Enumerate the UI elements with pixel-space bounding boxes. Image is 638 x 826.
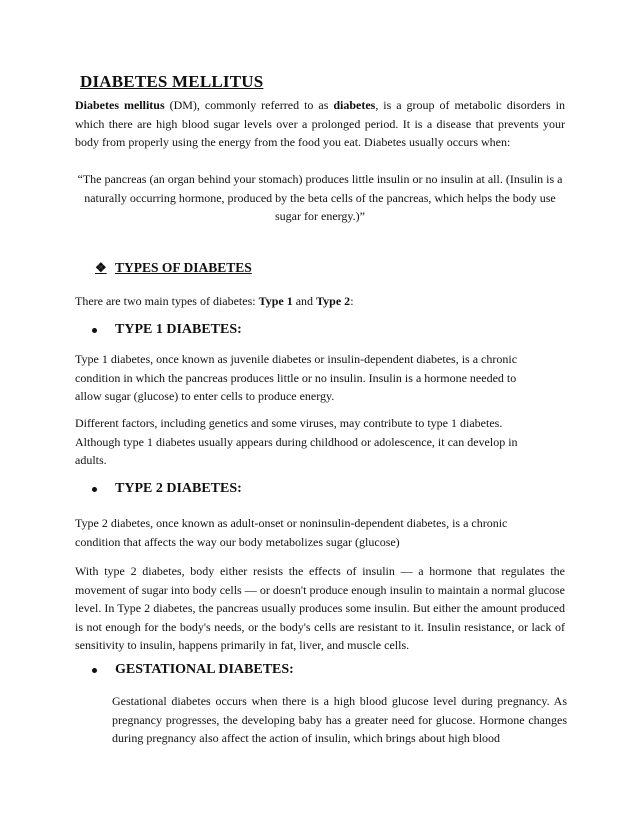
types-heading [95, 260, 252, 276]
term-diabetes-mellitus: Diabetes mellitus [75, 98, 165, 112]
type1-p2-line: Different factors, including genetics and some viruses, may contribute to type 1 diabetes. [75, 416, 503, 430]
types-intro [75, 292, 565, 311]
type2-heading [92, 481, 242, 497]
type2-p1-line: Type 2 diabetes, once known as adult-onset or noninsulin-dependent diabetes, is a chronic [75, 516, 508, 530]
bullet-icon [92, 328, 97, 333]
type2-paragraph-2: With type 2 diabetes, body either resists the effects of insulin — a hormone that regulates the movement of sugar into body cells — or doesn't produce enough insulin to maintain a normal glucose level. In Type 2 diabetes, the pancreas usually produces some insulin. But either the amount produced is not enough for the body's needs, or the body's cells are resistant to it. Insulin resistance, or lack of sensitivity to insulin, happens primarily in fat, liver, and muscle cells. [75, 564, 565, 652]
type2-heading-text: TYPE 2 DIABETES: [115, 481, 242, 496]
gestational-heading [92, 662, 294, 678]
diamond-bullet-icon: ❖ [95, 260, 107, 275]
type1-p1-line: allow sugar (glucose) to enter cells to produce energy. [75, 389, 335, 403]
term-diabetes: diabetes [333, 98, 376, 112]
bullet-icon [92, 487, 97, 492]
type1-paragraph-2 [75, 414, 565, 470]
type1-p1-line: Type 1 diabetes, once known as juvenile diabetes or insulin-dependent diabetes, is a chronic [75, 352, 518, 366]
bullet-icon [92, 668, 97, 673]
gestational-heading-text: GESTATIONAL DIABETES: [115, 662, 294, 677]
type2-p1-line: condition that affects the way our body metabolizes sugar (glucose) [75, 534, 400, 549]
type1-term: Type 1 [258, 294, 293, 308]
types-intro-colon: : [350, 294, 354, 308]
types-heading-text: TYPES OF DIABETES [115, 260, 252, 275]
gestational-paragraph: Gestational diabetes occurs when there is a high blood glucose level during pregnancy. As pregnancy progresses, the developing baby has a greater need for glucose. Hormone changes during pregnancy also affect the action of insulin, which brings about high blood [112, 694, 567, 745]
type1-heading-text: TYPE 1 DIABETES: [115, 322, 242, 337]
intro-paragraph [75, 96, 565, 152]
type1-heading [92, 322, 242, 338]
type1-p2-line: adults. [75, 453, 107, 467]
types-intro-and: and [292, 294, 317, 308]
type2-paragraph-1 [75, 514, 565, 551]
type1-p2-line: Although type 1 diabetes usually appears during childhood or adolescence, it can develop in [75, 434, 518, 449]
insulin-quote: “The pancreas (an organ behind your stomach) produces little insulin or no insulin at all. (Insulin is a naturally occurring hormone, produced by the beta cells of the pancreas, which helps the body use sugar for energy.)” [77, 172, 563, 223]
type1-p1-line: condition in which the pancreas produces little or no insulin. Insulin is a hormone needed to [75, 370, 517, 385]
type1-paragraph-1 [75, 350, 565, 406]
types-intro-text: There are two main types of diabetes: [75, 294, 259, 308]
intro-text-2: , is a group of metabolic disorders in which there are high blood sugar levels over a prolonged period. It is a disease that prevents your body from properly using the energy from the food you eat. Diabetes usually occurs when: [75, 98, 566, 149]
intro-text-1: (DM), commonly referred to as [164, 98, 334, 112]
type2-term: Type 2 [316, 294, 351, 308]
page-title: DIABETES MELLITUS [80, 72, 264, 91]
